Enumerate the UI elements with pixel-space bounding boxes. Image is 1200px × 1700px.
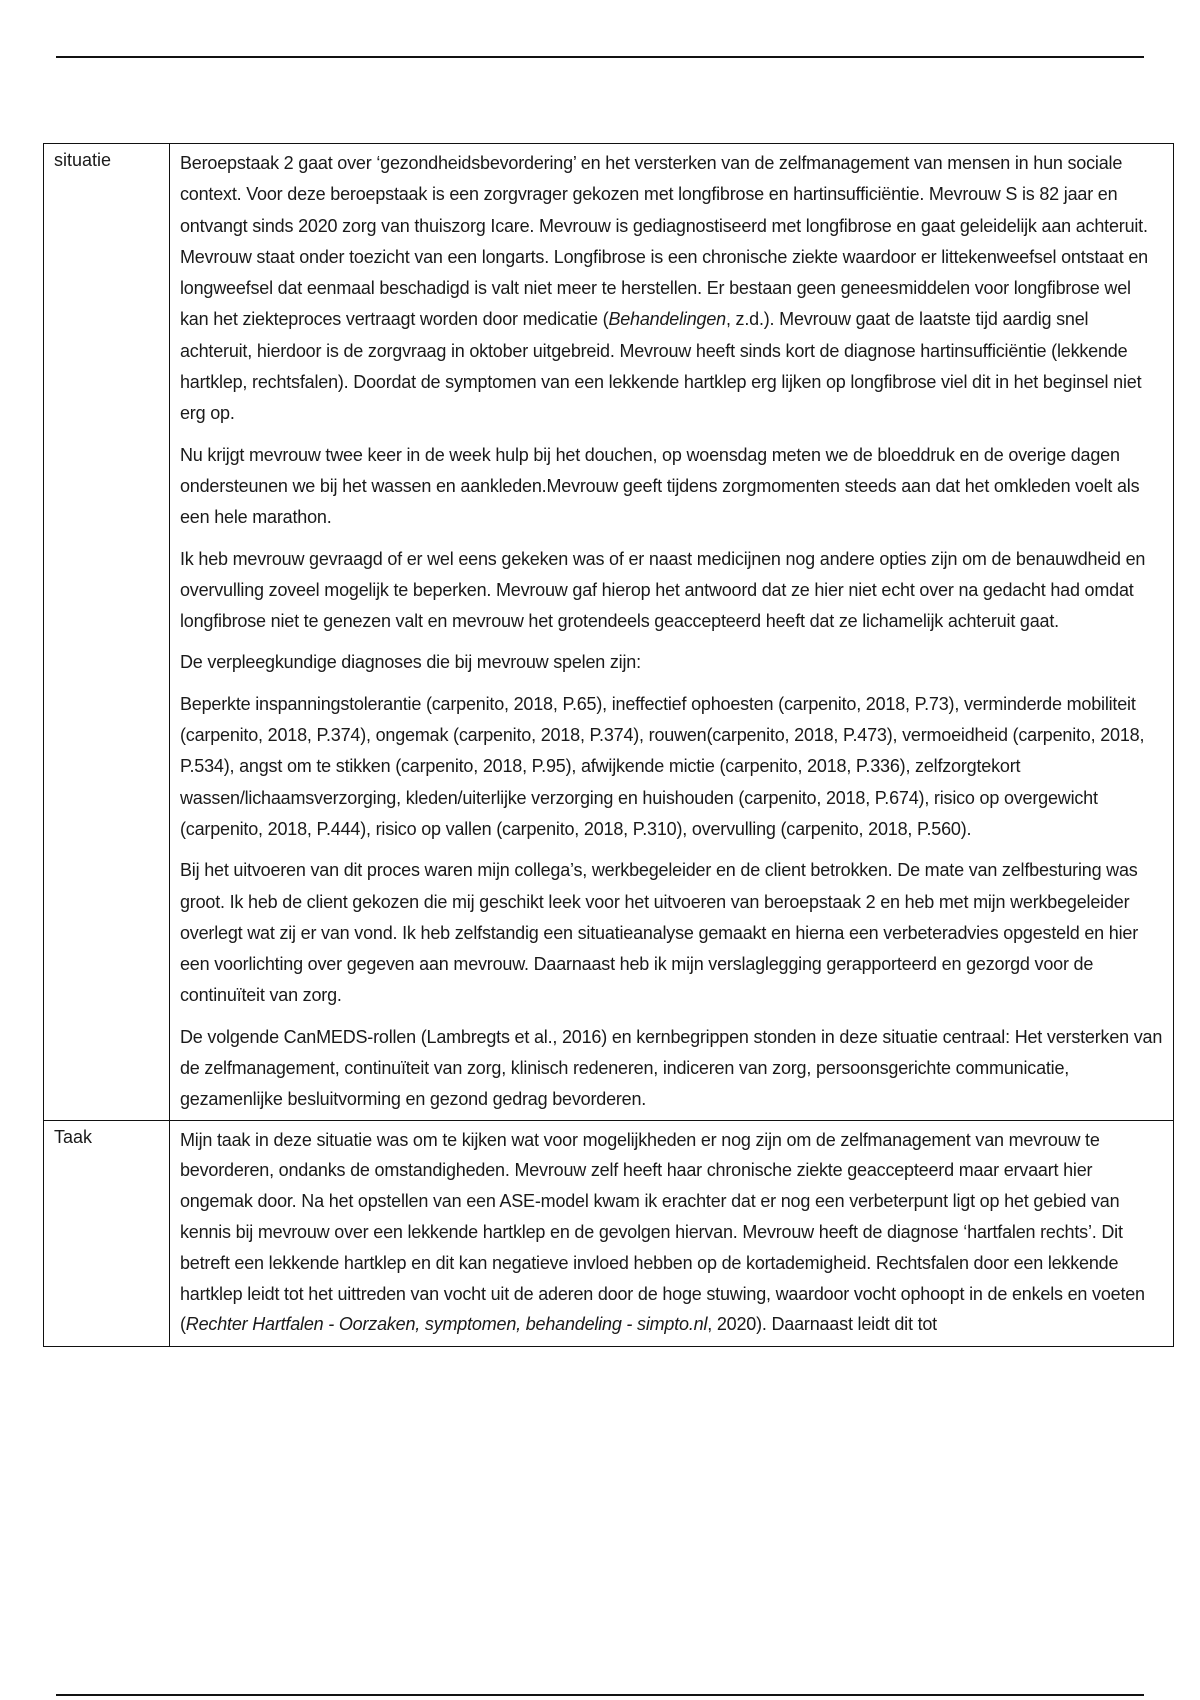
paragraph-text: , 2020). Daarnaast leidt dit tot bbox=[707, 1314, 937, 1335]
paragraph: De volgende CanMEDS-rollen (Lambregts et al., 2016) en kernbegrippen stonden in deze situatie centraal: Het versterken van de zelfmanagement, continuïteit van zorg, klinisch redeneren, indiceren van zorg, persoonsgerichte communicatie, gezamenlijke besluitvorming en gezond gedrag bevorderen. bbox=[180, 1026, 1163, 1110]
table-row-taak bbox=[44, 1120, 1174, 1347]
citation-italic: Behandelingen bbox=[608, 309, 726, 330]
row-content bbox=[170, 1120, 1174, 1347]
reflection-table bbox=[43, 143, 1174, 1347]
paragraph-text: Mijn taak in deze situatie was om te kijken wat voor mogelijkheden er nog zijn om de zelfmanagement van mevrouw te bevorderen, ondanks de omstandigheden. Mevrouw zelf heeft haar chronische ziekte geaccepteerd maar ervaart hier ongemak door. Na het opstellen van een ASE-model kwam ik erachter dat er nog een verbeterpunt ligt op het gebied van kennis bij mevrouw over een lekkende hartklep en de gevolgen hiervan. Mevrouw heeft de diagnose ‘hartfalen rechts’. Dit betreft een lekkende hartklep en dit kan negatieve invloed hebben op de kortademigheid. Rechtsfalen door een lekkende hartklep leidt tot het uittreden van vocht uit de aderen door de hoge stuwing, waardoor vocht ophoopt in de enkels en voeten ( bbox=[180, 1129, 1145, 1335]
citation-italic: Rechter Hartfalen - Oorzaken, symptomen, behandeling - simpto.nl bbox=[185, 1314, 708, 1335]
header-rule bbox=[56, 56, 1144, 58]
footer-rule bbox=[56, 1694, 1144, 1696]
paragraph-text: Beroepstaak 2 gaat over ‘gezondheidsbevordering’ en het versterken van de zelfmanagement van mensen in hun sociale context. Voor deze beroepstaak is een zorgvrager gekozen met longfibrose en hartinsufficiëntie. Mevrouw S is 82 jaar en ontvangt sinds 2020 zorg van thuiszorg Icare. Mevrouw is gediagnostiseerd met longfibrose en gaat geleidelijk aan achteruit. Mevrouw staat onder toezicht van een longarts. Longfibrose is een chronische ziekte waardoor er littekenweefsel ontstaat en longweefsel dat eenmaal beschadigd is valt niet meer te herstellen. Er bestaan geen geneesmiddelen voor longfibrose wel kan het ziekteproces vertraagt worden door medicatie ( bbox=[180, 153, 1148, 330]
paragraph bbox=[180, 1125, 1163, 1341]
paragraph: Ik heb mevrouw gevraagd of er wel eens gekeken was of er naast medicijnen nog andere opties zijn om de benauwdheid en overvulling zoveel mogelijk te beperken. Mevrouw gaf hierop het antwoord dat ze hier niet echt over na gedacht had omdat longfibrose niet te genezen valt en mevrouw het grotendeels geaccepteerd heeft dat ze lichamelijk achteruit gaat. bbox=[180, 548, 1146, 632]
paragraph: Nu krijgt mevrouw twee keer in de week hulp bij het douchen, op woensdag meten we de bloeddruk en de overige dagen ondersteunen we bij het wassen en aankleden.Mevrouw geeft tijdens zorgmomenten steeds aan dat het omkleden voelt als een hele marathon. bbox=[180, 444, 1140, 528]
row-content bbox=[170, 144, 1174, 1121]
paragraph bbox=[180, 148, 1163, 430]
row-label: situatie bbox=[44, 144, 170, 1121]
row-label: Taak bbox=[44, 1120, 170, 1347]
paragraph: Beperkte inspanningstolerantie (carpenito, 2018, P.65), ineffectief ophoesten (carpenito, 2018, P.73), verminderde mobiliteit (carpenito, 2018, P.374), ongemak (carpenito, 2018, P.374), rouwen(carpenito, 2018, P.473), vermoeidheid (carpenito, 2018, P.534), angst om te stikken (carpenito, 2018, P.95), afwijkende mictie (carpenito, 2018, P.336), zelfzorgtekort wassen/lichaamsverzorging, kleden/uiterlijke verzorging en huishouden (carpenito, 2018, P.674), risico op overgewicht (carpenito, 2018, P.444), risico op vallen (carpenito, 2018, P.310), overvulling (carpenito, 2018, P.560). bbox=[180, 693, 1145, 839]
paragraph: De verpleegkundige diagnoses die bij mevrouw spelen zijn: bbox=[180, 652, 641, 673]
paragraph-text: , z.d.). Mevrouw gaat de laatste tijd aardig snel achteruit, hierdoor is de zorgvraag in oktober uitgebreid. Mevrouw heeft sinds kort de diagnose hartinsufficiëntie (lekkende hartklep, rechtsfalen). Doordat de symptomen van een lekkende hartklep erg lijken op longfibrose viel dit in het beginsel niet erg op. bbox=[180, 309, 1142, 424]
table-row-situatie bbox=[44, 144, 1174, 1121]
paragraph: Bij het uitvoeren van dit proces waren mijn collega’s, werkbegeleider en de client betrokken. De mate van zelfbesturing was groot. Ik heb de client gekozen die mij geschikt leek voor het uitvoeren van beroepstaak 2 en heb met mijn werkbegeleider overlegt wat zij er van vond. Ik heb zelfstandig een situatieanalyse gemaakt en hierna een verbeteradvies opgesteld en hier een voorlichting over gegeven aan mevrouw. Daarnaast heb ik mijn verslaglegging gerapporteerd en gezorgd voor de continuïteit van zorg. bbox=[180, 860, 1139, 1006]
